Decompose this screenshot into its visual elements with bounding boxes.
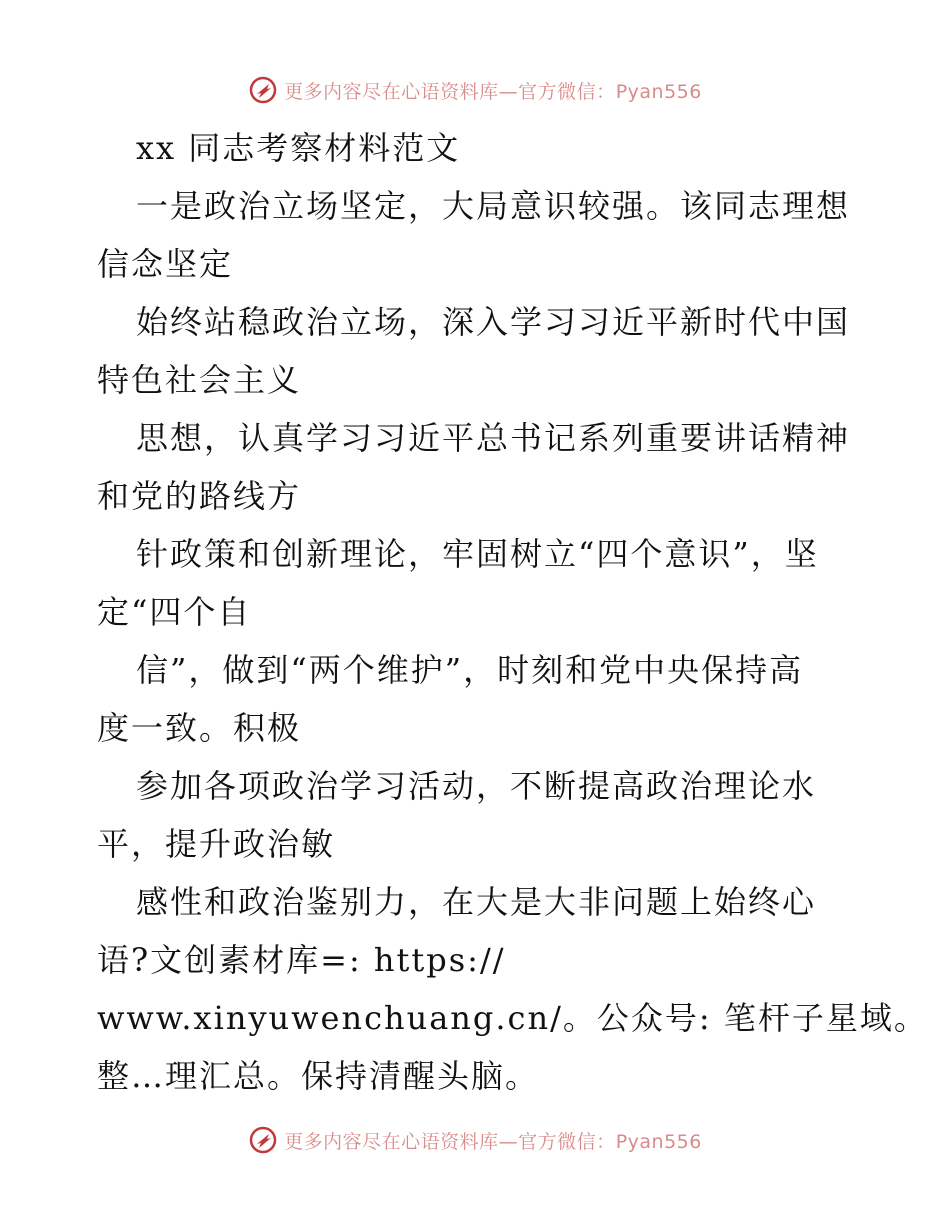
paragraph-line: 和党的路线方: [97, 477, 302, 515]
footer-watermark-banner: [0, 1120, 950, 1160]
paragraph-line: 一是政治立场坚定，大局意识较强。该同志理想: [136, 187, 851, 225]
brand-logo-icon: [248, 75, 278, 105]
paragraph-line: 针政策和创新理论，牢固树立“四个意识”，坚: [136, 535, 819, 573]
paragraph-line: www.xinyuwenchuang.cn/。公众号: 笔杆子星域。: [97, 999, 928, 1037]
paragraph-line: 参加各项政治学习活动，不断提高政治理论水: [136, 767, 817, 805]
paragraph-line: 度一致。积极: [97, 709, 302, 747]
banner-text: 更多内容尽在心语资料库—官方微信：Pyan556: [284, 80, 702, 103]
paragraph-line: 信念坚定: [97, 245, 234, 283]
paragraph-line: 平，提升政治敏: [97, 825, 336, 863]
paragraph-line: 整…理汇总。保持清醒头脑。: [97, 1057, 540, 1095]
paragraph-line: 特色社会主义: [97, 361, 302, 399]
paragraph-line: 思想，认真学习习近平总书记系列重要讲话精神: [136, 419, 851, 457]
paragraph-line: 始终站稳政治立场，深入学习习近平新时代中国: [136, 303, 851, 341]
paragraph-line: 语?文创素材库=: https://: [97, 941, 506, 979]
brand-logo-icon: [248, 1125, 278, 1155]
paragraph-line: 定“四个自: [97, 593, 252, 631]
paragraph-line: 信”，做到“两个维护”，时刻和党中央保持高: [136, 651, 804, 689]
document-title: xx 同志考察材料范文: [136, 129, 461, 167]
banner-text: 更多内容尽在心语资料库—官方微信：Pyan556: [284, 1130, 702, 1153]
paragraph-line: 感性和政治鉴别力，在大是大非问题上始终心: [136, 883, 817, 921]
header-watermark-banner: [0, 70, 950, 110]
